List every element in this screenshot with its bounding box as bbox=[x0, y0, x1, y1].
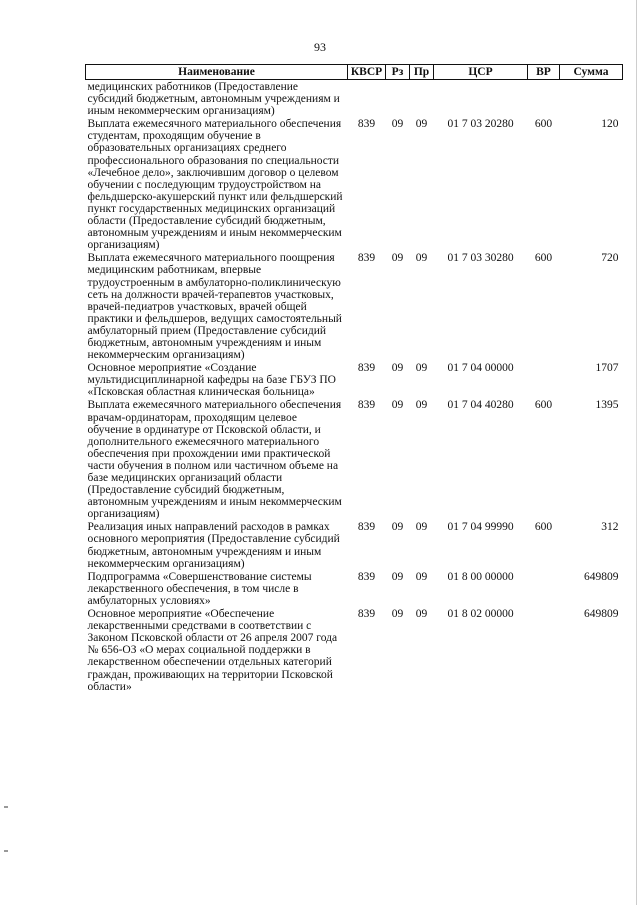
cell-sum: 649809 bbox=[584, 608, 619, 621]
cell-name: Реализация иных направлений расходов в рамках основного мероприятия (Предоставление субсидий бюджетным, автономным учреждениям и иным некоммерческим организациям) bbox=[87, 521, 340, 570]
column-header-pr: Пр bbox=[410, 65, 434, 80]
cell-vr bbox=[528, 607, 560, 693]
cell-pr: 09 bbox=[415, 570, 428, 583]
cell-pr: 09 bbox=[415, 521, 428, 534]
column-header-sum: Сумма bbox=[560, 65, 623, 80]
cell-kvsr: 839 bbox=[357, 362, 376, 375]
column-header-kvsr: КВСР bbox=[348, 65, 386, 80]
cell-name: Выплата ежемесячного материального обеспечения студентам, проходящим обучение в образовательных организациях среднего профессионального образования по специальности «Лечебное дело», заключившим договор о целевом обучении с последующим трудоустройством на фельдшерско-акушерский пункт или фельдшерский пункт государственных медицинских организаций области (Предоставление субсидий бюджетным, автономным учреждениям и иным некоммерческим организациям) bbox=[87, 118, 343, 252]
cell-name: Подпрограмма «Совершенствование системы лекарственного обеспечения, в том числе в амбулаторных условиях» bbox=[87, 570, 312, 607]
cell-rz: 09 bbox=[391, 362, 404, 375]
cell-sum: 649809 bbox=[584, 570, 619, 583]
table-row bbox=[86, 570, 623, 607]
table-row bbox=[86, 398, 623, 520]
cell-sum: 720 bbox=[601, 252, 619, 265]
cell-pr: 09 bbox=[415, 608, 428, 621]
cell-pr: 09 bbox=[415, 362, 428, 375]
scan-margin-mark bbox=[4, 806, 8, 808]
cell-name: Основное мероприятие «Создание мультидисциплинарной кафедры на базе ГБУЗ ПО «Псковская областная клиническая больница» bbox=[87, 362, 336, 399]
cell-csr bbox=[434, 80, 528, 118]
cell-sum: 120 bbox=[601, 118, 619, 131]
cell-kvsr bbox=[348, 80, 386, 118]
cell-vr: 600 bbox=[534, 252, 553, 265]
cell-kvsr: 839 bbox=[357, 252, 376, 265]
cell-vr bbox=[528, 80, 560, 118]
scan-edge-line bbox=[636, 0, 637, 905]
cell-pr: 09 bbox=[415, 118, 428, 131]
budget-table bbox=[85, 64, 623, 693]
table-row bbox=[86, 607, 623, 693]
cell-vr: 600 bbox=[534, 521, 553, 534]
cell-csr: 01 7 04 00000 bbox=[447, 362, 514, 375]
cell-rz: 09 bbox=[391, 118, 404, 131]
scan-margin-mark bbox=[4, 850, 8, 852]
cell-pr bbox=[410, 80, 434, 118]
cell-name: Основное мероприятие «Обеспечение лекарственными средствами в соответствии с Законом Псковской области от 26 апреля 2007 года № 656-ОЗ «О мерах социальной поддержки в лекарственном обеспечении отдельных категорий граждан, проживающих на территории Псковской области» bbox=[87, 608, 338, 693]
column-header-csr: ЦСР bbox=[434, 65, 528, 80]
cell-sum bbox=[560, 80, 623, 118]
cell-kvsr: 839 bbox=[357, 521, 376, 534]
column-header-name: Наименование bbox=[86, 65, 348, 80]
cell-rz bbox=[386, 80, 410, 118]
cell-vr bbox=[528, 570, 560, 607]
cell-rz: 09 bbox=[391, 521, 404, 534]
cell-kvsr: 839 bbox=[357, 399, 376, 412]
table-body bbox=[86, 80, 623, 693]
cell-vr bbox=[528, 361, 560, 398]
table-row bbox=[86, 361, 623, 398]
budget-table-container bbox=[85, 64, 622, 693]
cell-csr: 01 7 04 99990 bbox=[447, 521, 514, 534]
page-number: 93 bbox=[314, 40, 326, 54]
cell-kvsr: 839 bbox=[357, 570, 376, 583]
table-row bbox=[86, 117, 623, 251]
cell-csr: 01 8 00 00000 bbox=[447, 570, 514, 583]
cell-rz: 09 bbox=[391, 399, 404, 412]
table-row bbox=[86, 520, 623, 569]
cell-pr: 09 bbox=[415, 399, 428, 412]
cell-kvsr: 839 bbox=[357, 118, 376, 131]
column-header-rz: Рз bbox=[386, 65, 410, 80]
cell-name: Выплата ежемесячного материального поощрения медицинским работникам, впервые трудоустроенным в амбулаторно-поликлиническую сеть на должности врачей-терапевтов участковых, врачей-педиатров участковых, врачей общей практики и фельдшеров, ведущих самостоятельный амбулаторный прием (Предоставление субсидий бюджетным, автономным учреждениям и иным некоммерческим организациям) bbox=[87, 252, 342, 362]
column-header-vr: ВР bbox=[528, 65, 560, 80]
cell-csr: 01 8 02 00000 bbox=[447, 608, 514, 621]
table-header bbox=[86, 65, 623, 80]
table-row bbox=[86, 80, 623, 118]
cell-vr: 600 bbox=[534, 118, 553, 131]
cell-csr: 01 7 03 20280 bbox=[447, 118, 514, 131]
cell-sum: 312 bbox=[601, 521, 619, 534]
cell-csr: 01 7 03 30280 bbox=[447, 252, 514, 265]
cell-pr: 09 bbox=[415, 252, 428, 265]
cell-sum: 1707 bbox=[595, 362, 619, 375]
cell-rz: 09 bbox=[391, 570, 404, 583]
table-row bbox=[86, 251, 623, 361]
cell-sum: 1395 bbox=[595, 399, 619, 412]
cell-kvsr: 839 bbox=[357, 608, 376, 621]
cell-name: Выплата ежемесячного материального обеспечения врачам-ординаторам, проходящим целевое обучение в ординатуре от Псковской области, и дополнительного ежемесячного материального обеспечения при прохождении ими практической части обучения в полном или частичном объеме на базе медицинских организаций области (Предоставление субсидий бюджетным, автономным учреждениям и иным некоммерческим организациям) bbox=[87, 399, 342, 521]
cell-name: медицинских работников (Предоставление субсидий бюджетным, автономным учреждениям и иным некоммерческим организациям) bbox=[87, 81, 340, 118]
cell-csr: 01 7 04 40280 bbox=[447, 399, 514, 412]
cell-rz: 09 bbox=[391, 608, 404, 621]
cell-vr: 600 bbox=[534, 399, 553, 412]
cell-rz: 09 bbox=[391, 252, 404, 265]
